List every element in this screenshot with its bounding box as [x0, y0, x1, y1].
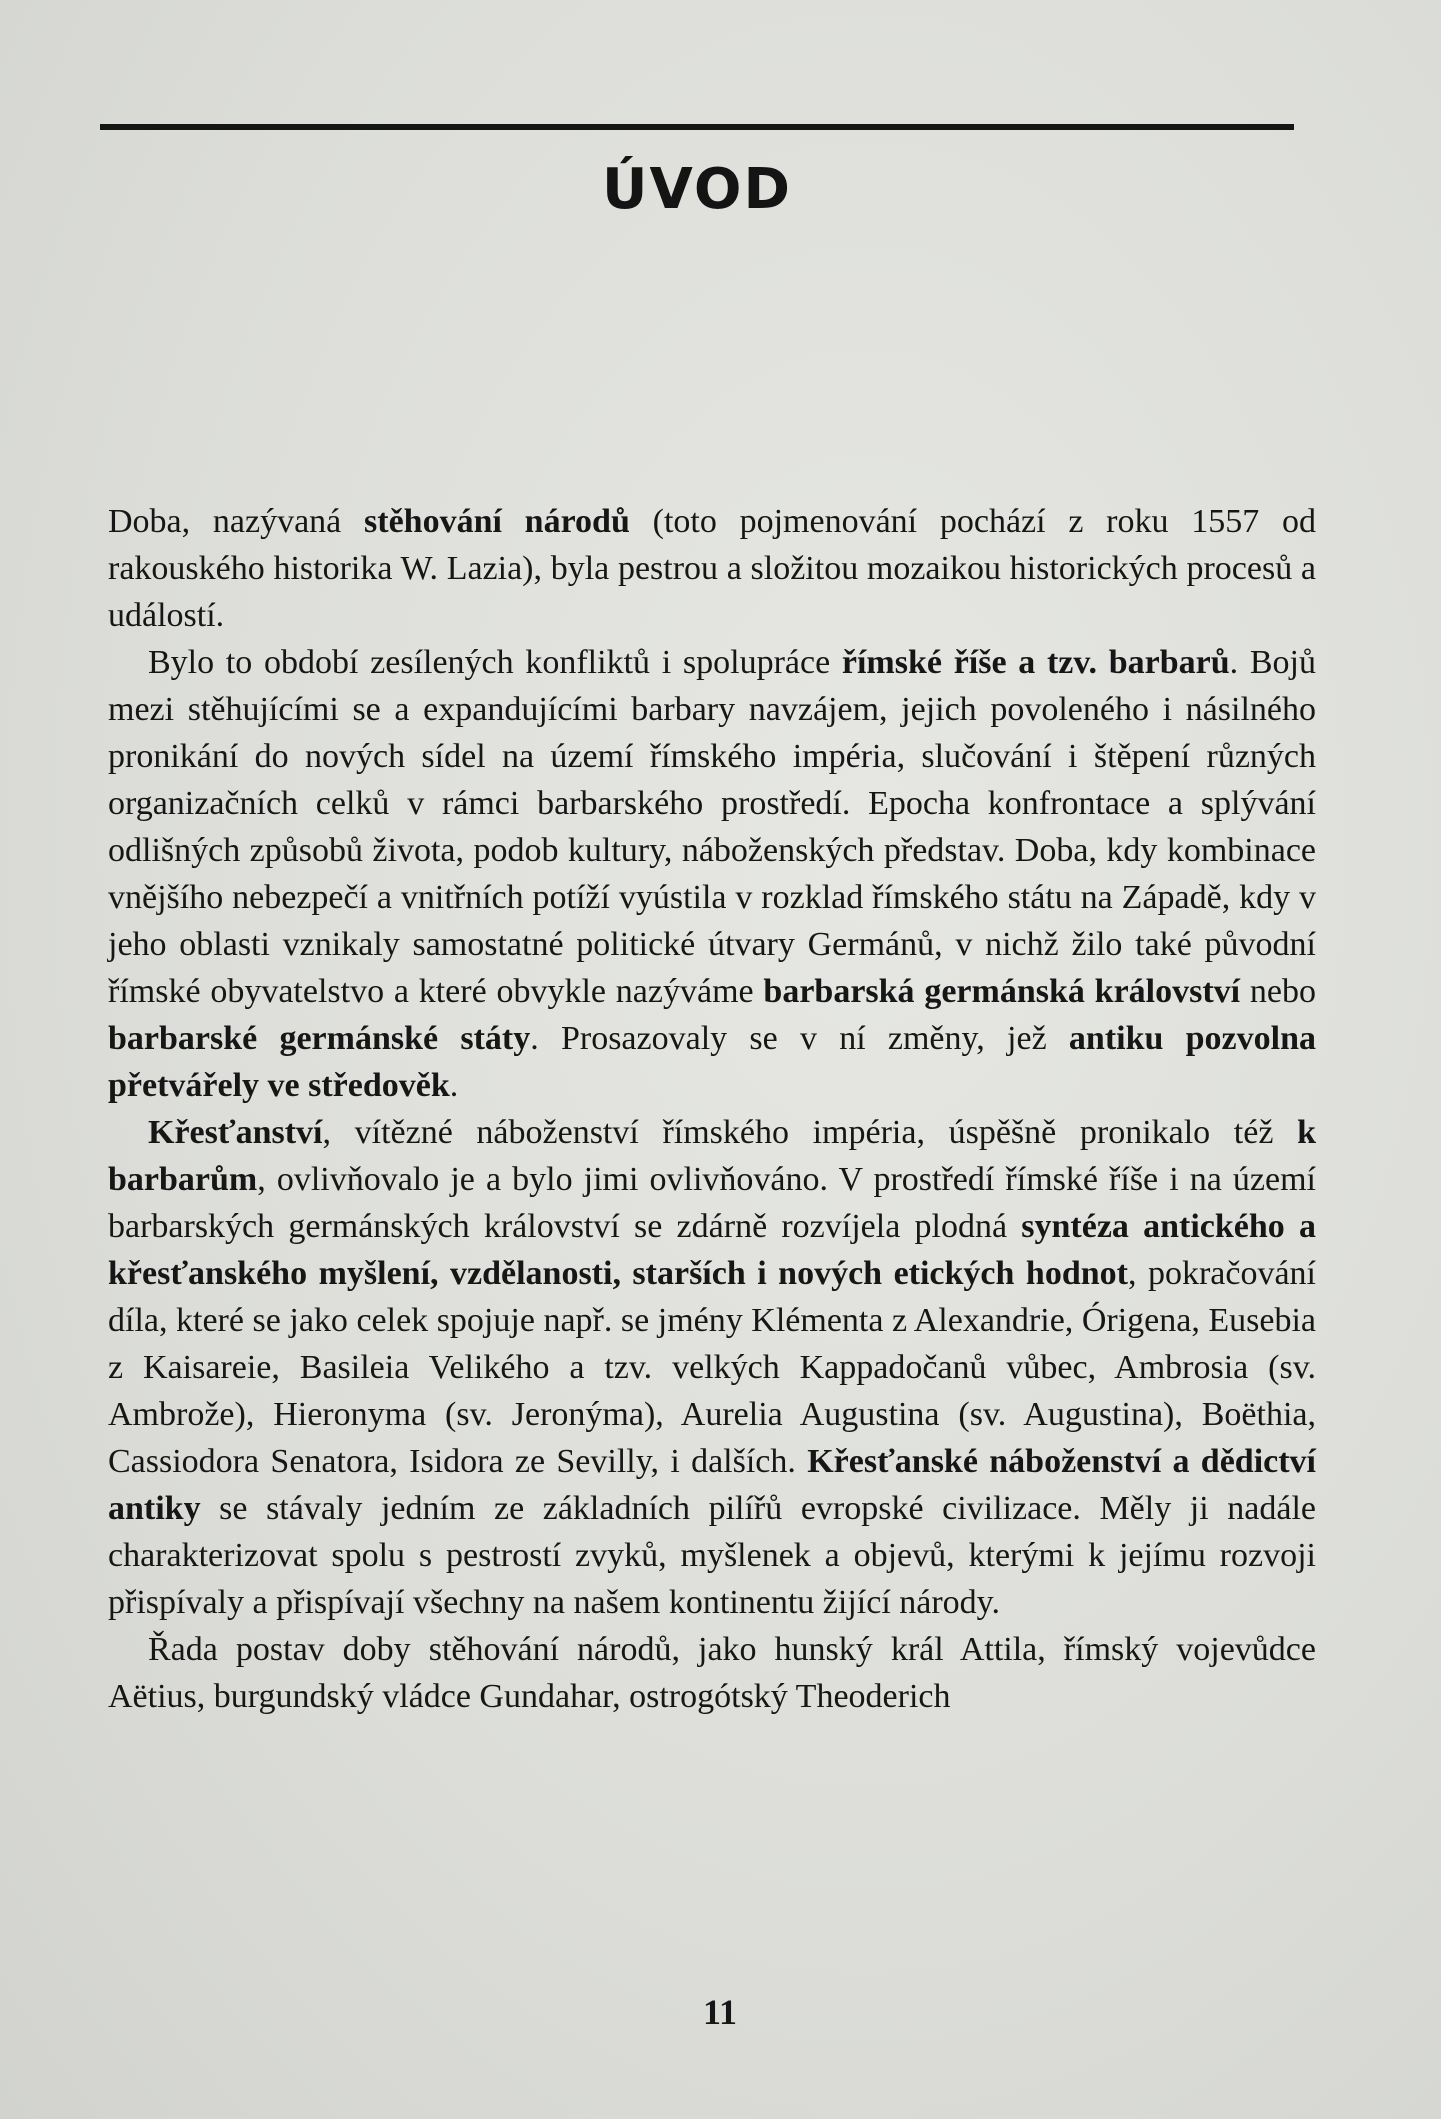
bold-phrase: k barbarům	[108, 1114, 1316, 1198]
text-run: se stávaly jedním ze základních pilířů evropské civilizace. Měly ji nadále charakterizovat spolu s pestrostí zvyků, myšlenek a objevů, kterými k jejímu rozvoji přispívaly a přispívají všechny na našem kontinentu žijící národy.	[108, 1490, 1316, 1621]
bold-phrase: Křesťanství	[148, 1114, 323, 1151]
body-text	[108, 498, 1316, 1720]
heading-rule	[100, 124, 1294, 130]
bold-phrase: římské říše a tzv. barbarů	[841, 644, 1230, 681]
bold-phrase: syntéza antického a křesťanského myšlení, vzdělanosti, starších i nových etických hodnot	[108, 1208, 1317, 1292]
bold-phrase: stěhování národů	[364, 503, 630, 540]
text-run: Řada postav doby stěhování národů, jako hunský král Attila, římský vojevůdce Aëtius, burgundský vládce Gundahar, ostrogótský Theoderich	[108, 1631, 1316, 1715]
text-run: , ovlivňovalo je a bylo jimi ovlivňováno. V prostředí římské říše i na území barbarských germánských království se zdárně rozvíjela plodná	[108, 1161, 1316, 1245]
text-run: , vítězné náboženství římského impéria, úspěšně pronikalo též	[322, 1114, 1298, 1151]
text-run: . Prosazovaly se v ní změny, jež	[530, 1020, 1069, 1057]
text-run: nebo	[1240, 973, 1317, 1010]
bold-phrase: antiku pozvolna přetvářely ve středověk	[108, 1020, 1316, 1104]
text-run: . Bojů mezi stěhujícími se a expandujícími barbary navzájem, jejich povoleného i násilného pronikání do nových sídel na území římského impéria, slučování i štěpení různých organizačních celků v rámci barbarského prostředí. Epocha konfrontace a splývání odlišných způsobů života, podob kultury, náboženských představ. Doba, kdy kombinace vnějšího nebezpečí a vnitřních potíží vyústila v rozklad římského státu na Západě, kdy v jeho oblasti vznikaly samostatné politické útvary Germánů, v nichž žilo také původní římské obyvatelstvo a které obvykle nazýváme	[108, 644, 1316, 1010]
page-number: 11	[702, 1992, 737, 2032]
paragraph	[108, 1626, 1316, 1720]
text-run: .	[449, 1067, 459, 1104]
paragraph	[108, 1109, 1316, 1626]
paragraph	[108, 639, 1316, 1109]
text-run: (toto pojmenování pochází z roku 1557 od rakouského historika W. Lazia), byla pestrou a složitou mozaikou historických procesů a událostí.	[108, 503, 1316, 634]
chapter-heading: ÚVOD	[602, 157, 792, 222]
text-run: , pokračování díla, které se jako celek spojuje např. se jmény Klémenta z Alexandrie, Órigena, Eusebia z Kaisareie, Basileia Velikého a tzv. velkých Kappadočanů vůbec, Ambrosia (sv. Ambrože), Hieronyma (sv. Jeronýma), Aurelia Augustina (sv. Augustina), Boëthia, Cassiodora Senatora, Isidora ze Sevilly, i dalších.	[108, 1255, 1316, 1480]
paragraph	[108, 498, 1316, 639]
text-run: Doba, nazývaná	[108, 503, 365, 540]
bold-phrase: Křesťanské náboženství a dědictví antiky	[108, 1443, 1316, 1527]
bold-phrase: barbarské germánské státy	[108, 1020, 531, 1057]
bold-phrase: barbarská germánská království	[763, 973, 1241, 1010]
text-run: Bylo to období zesílených konfliktů i spolupráce	[148, 644, 842, 681]
